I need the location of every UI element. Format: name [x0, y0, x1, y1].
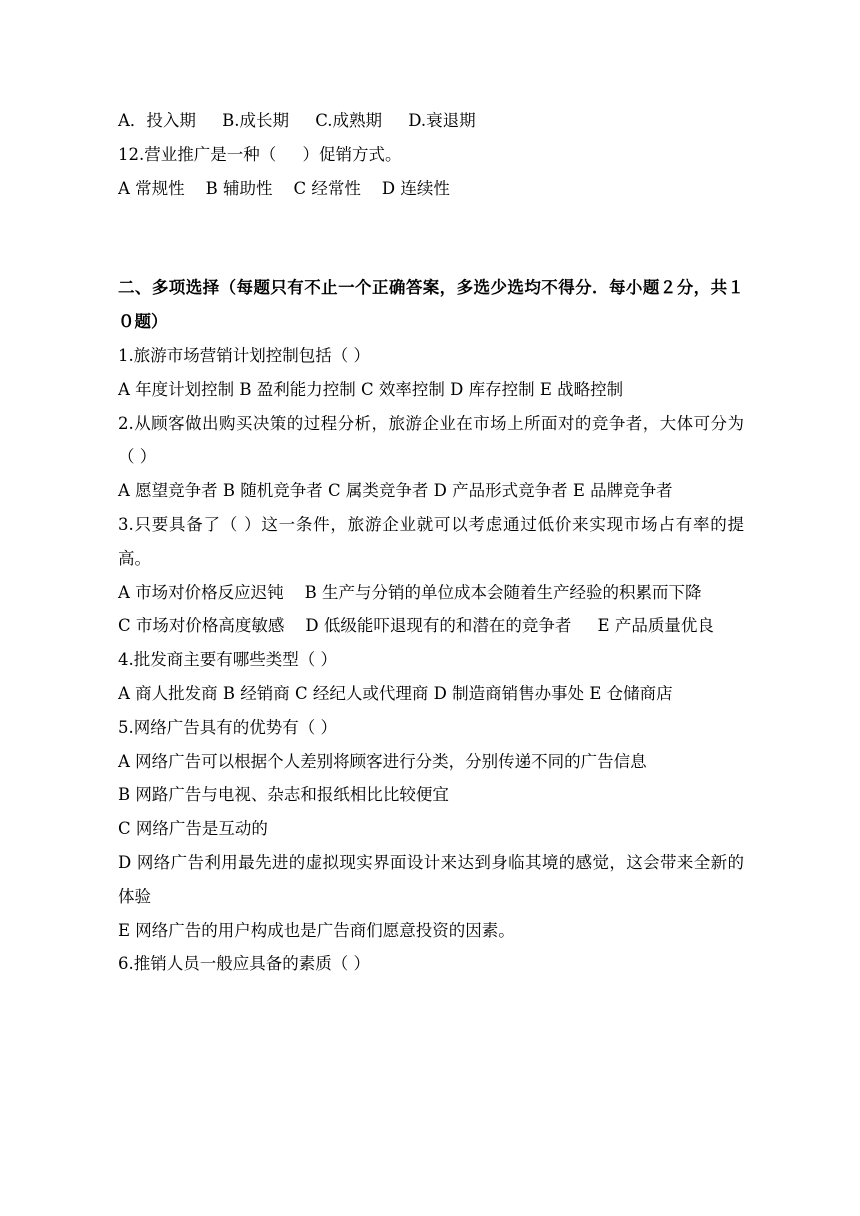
question-5-stem: 5.网络广告具有的优势有（ ） — [118, 717, 337, 737]
question-3-options-line-2: C 市场对价格高度敏感 D 低级能吓退现有的和潜在的竞争者 E 产品质量优良 — [118, 616, 714, 636]
question-5-option-a: A 网络广告可以根据个人差别将顾客进行分类，分别传递不同的广告信息 — [118, 751, 647, 771]
question-6-stem: 6.推销人员一般应具备的素质（ ） — [118, 954, 370, 974]
question-5-option-b: B 网路广告与电视、杂志和报纸相比比较便宜 — [118, 785, 449, 805]
question-1-stem: 1.旅游市场营销计划控制包括（ ） — [118, 345, 370, 365]
q12-stem: 12.营业推广是一种（ ）促销方式。 — [118, 144, 402, 164]
question-4-stem: 4.批发商主要有哪些类型（ ） — [118, 650, 337, 670]
question-3-stem: 3.只要具备了（ ）这一条件，旅游企业就可以考虑通过低价来实现市场占有率的提高。 — [118, 514, 744, 568]
question-1-options: A 年度计划控制 B 盈利能力控制 C 效率控制 D 库存控制 E 战略控制 — [118, 379, 624, 399]
page-content — [118, 104, 744, 981]
question-4-options: A 商人批发商 B 经销商 C 经纪人或代理商 D 制造商销售办事处 E 仓储商店 — [118, 683, 673, 703]
question-5-option-c: C 网络广告是互动的 — [118, 819, 268, 839]
section2-title: 二、多项选择（每题只有不止一个正确答案，多选少选均不得分．每小题２分，共１０题） — [118, 278, 744, 332]
question-3-options-line-1: A 市场对价格反应迟钝 B 生产与分销的单位成本会随着生产经验的积累而下降 — [118, 582, 702, 602]
q12-options: A 常规性 B 辅助性 C 经常性 D 连续性 — [118, 178, 450, 198]
question-2-options: A 愿望竞争者 B 随机竞争者 C 属类竞争者 D 产品形式竞争者 E 品牌竞争者 — [118, 481, 673, 501]
question-2-stem: 2.从顾客做出购买决策的过程分析，旅游企业在市场上所面对的竞争者，大体可分为（ ） — [118, 413, 744, 467]
section-spacer — [118, 205, 744, 271]
q11-options: A．投入期 B.成长期 C.成熟期 D.衰退期 — [118, 111, 476, 130]
question-5-option-e: E 网络广告的用户构成也是广告商们愿意投资的因素。 — [118, 920, 515, 940]
question-5-option-d: D 网络广告利用最先进的虚拟现实界面设计来达到身临其境的感觉，这会带来全新的体验 — [118, 852, 744, 906]
